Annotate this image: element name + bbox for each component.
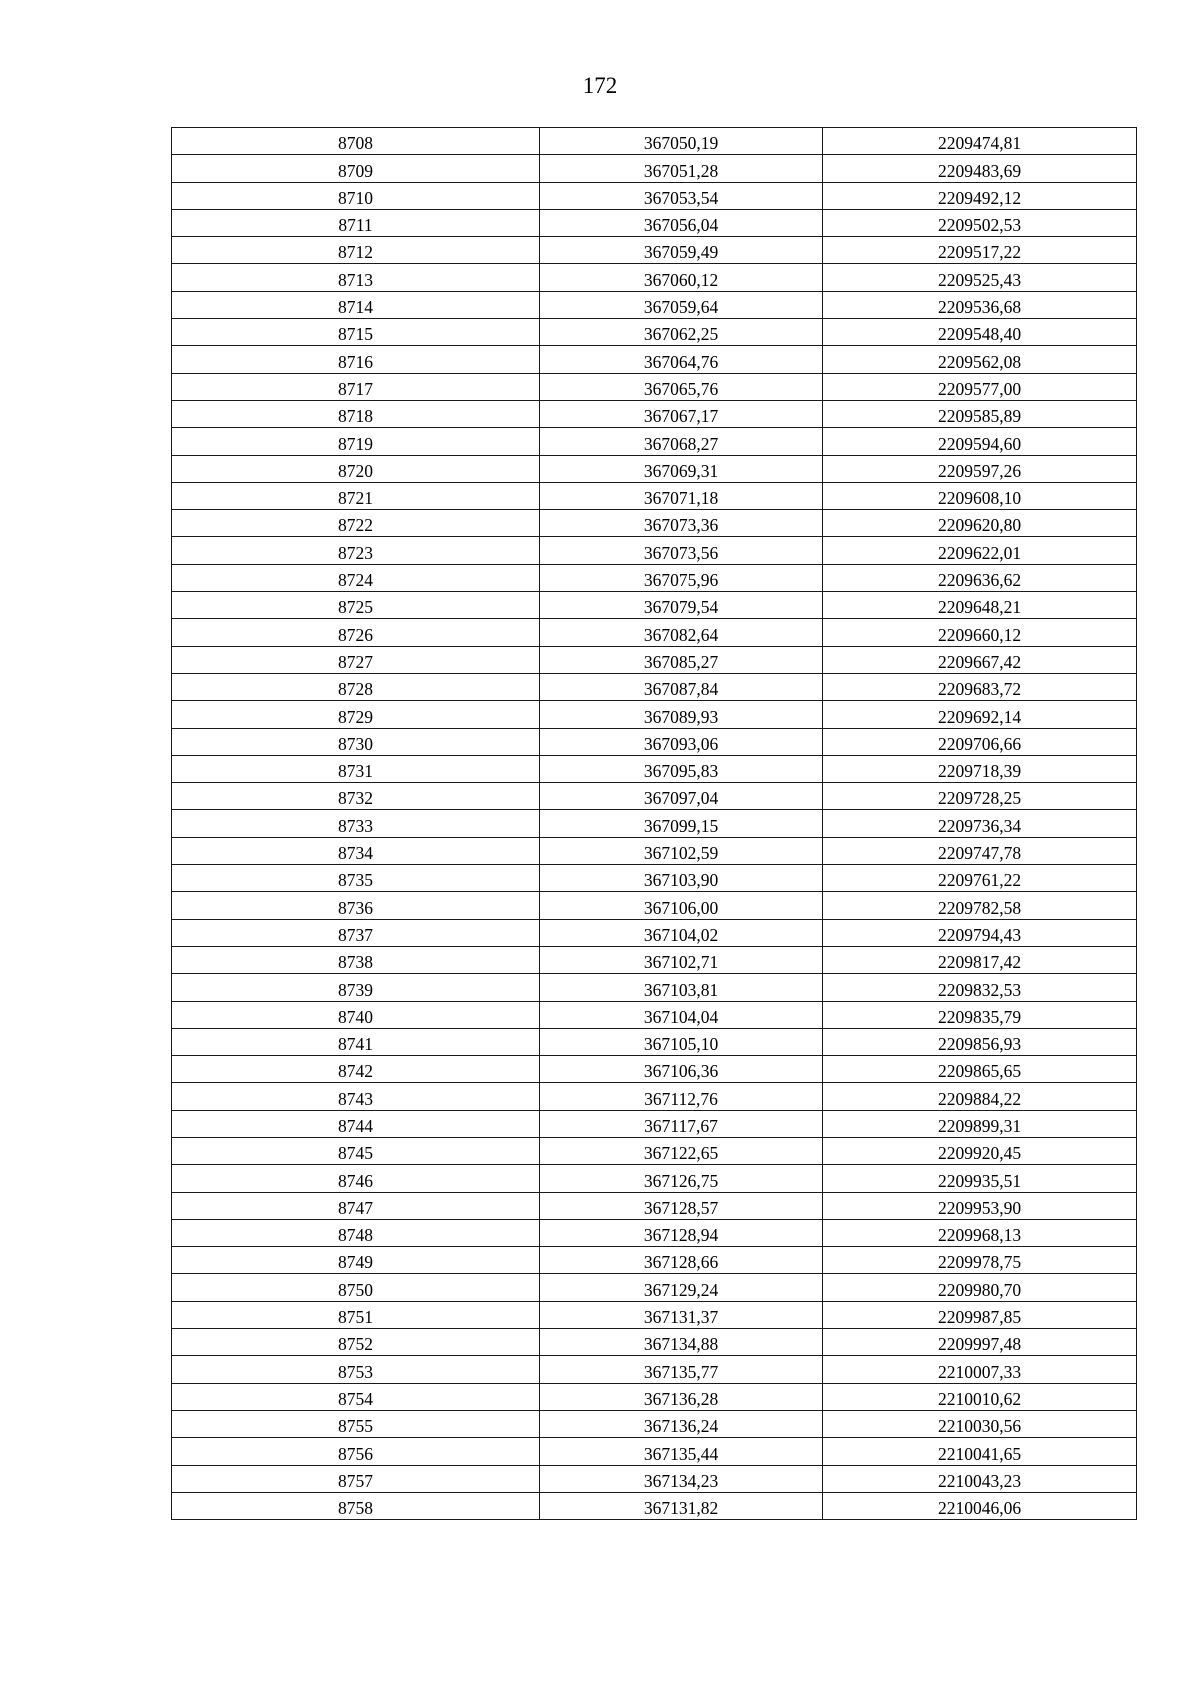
point-number-cell: 8736	[172, 892, 540, 919]
y-coordinate-cell: 2209622,01	[823, 537, 1137, 564]
x-coordinate-cell: 367126,75	[540, 1165, 823, 1192]
table-row	[172, 1083, 1137, 1110]
x-coordinate-cell: 367099,15	[540, 810, 823, 837]
y-coordinate-cell: 2210007,33	[823, 1356, 1137, 1383]
point-number-cell: 8738	[172, 946, 540, 973]
x-coordinate-cell: 367122,65	[540, 1137, 823, 1164]
y-coordinate-cell: 2209660,12	[823, 619, 1137, 646]
point-number-cell: 8741	[172, 1028, 540, 1055]
table-row	[172, 1465, 1137, 1492]
table-row	[172, 428, 1137, 455]
x-coordinate-cell: 367105,10	[540, 1028, 823, 1055]
y-coordinate-cell: 2209577,00	[823, 373, 1137, 400]
table-row	[172, 1165, 1137, 1192]
x-coordinate-cell: 367106,00	[540, 892, 823, 919]
x-coordinate-cell: 367103,81	[540, 974, 823, 1001]
point-number-cell: 8724	[172, 564, 540, 591]
point-number-cell: 8751	[172, 1301, 540, 1328]
table-row	[172, 1356, 1137, 1383]
x-coordinate-cell: 367069,31	[540, 455, 823, 482]
table-row	[172, 755, 1137, 782]
point-number-cell: 8735	[172, 865, 540, 892]
y-coordinate-cell: 2210043,23	[823, 1465, 1137, 1492]
x-coordinate-cell: 367134,88	[540, 1329, 823, 1356]
table-row	[172, 892, 1137, 919]
x-coordinate-cell: 367089,93	[540, 701, 823, 728]
table-row	[172, 182, 1137, 209]
table-row	[172, 373, 1137, 400]
x-coordinate-cell: 367060,12	[540, 264, 823, 291]
x-coordinate-cell: 367085,27	[540, 646, 823, 673]
x-coordinate-cell: 367062,25	[540, 319, 823, 346]
page-number: 172	[582, 73, 618, 98]
point-number-cell: 8730	[172, 728, 540, 755]
point-number-cell: 8753	[172, 1356, 540, 1383]
point-number-cell: 8734	[172, 837, 540, 864]
y-coordinate-cell: 2209706,66	[823, 728, 1137, 755]
y-coordinate-cell: 2209502,53	[823, 209, 1137, 236]
table-row	[172, 619, 1137, 646]
x-coordinate-cell: 367102,71	[540, 946, 823, 973]
y-coordinate-cell: 2209782,58	[823, 892, 1137, 919]
table-row	[172, 1383, 1137, 1410]
point-number-cell: 8714	[172, 291, 540, 318]
point-number-cell: 8749	[172, 1247, 540, 1274]
y-coordinate-cell: 2209817,42	[823, 946, 1137, 973]
x-coordinate-cell: 367093,06	[540, 728, 823, 755]
y-coordinate-cell: 2209728,25	[823, 783, 1137, 810]
y-coordinate-cell: 2209620,80	[823, 510, 1137, 537]
x-coordinate-cell: 367095,83	[540, 755, 823, 782]
y-coordinate-cell: 2209761,22	[823, 865, 1137, 892]
point-number-cell: 8726	[172, 619, 540, 646]
point-number-cell: 8721	[172, 482, 540, 509]
coordinates-table-body	[172, 128, 1137, 1520]
table-row	[172, 237, 1137, 264]
x-coordinate-cell: 367059,64	[540, 291, 823, 318]
table-row	[172, 673, 1137, 700]
y-coordinate-cell: 2209474,81	[823, 128, 1137, 155]
x-coordinate-cell: 367104,02	[540, 919, 823, 946]
x-coordinate-cell: 367136,24	[540, 1410, 823, 1437]
y-coordinate-cell: 2209835,79	[823, 1001, 1137, 1028]
y-coordinate-cell: 2209978,75	[823, 1247, 1137, 1274]
point-number-cell: 8713	[172, 264, 540, 291]
table-row	[172, 1001, 1137, 1028]
y-coordinate-cell: 2209832,53	[823, 974, 1137, 1001]
y-coordinate-cell: 2209517,22	[823, 237, 1137, 264]
table-row	[172, 701, 1137, 728]
point-number-cell: 8728	[172, 673, 540, 700]
table-row	[172, 455, 1137, 482]
y-coordinate-cell: 2209636,62	[823, 564, 1137, 591]
y-coordinate-cell: 2209525,43	[823, 264, 1137, 291]
x-coordinate-cell: 367051,28	[540, 155, 823, 182]
y-coordinate-cell: 2209648,21	[823, 592, 1137, 619]
x-coordinate-cell: 367117,67	[540, 1110, 823, 1137]
x-coordinate-cell: 367131,37	[540, 1301, 823, 1328]
y-coordinate-cell: 2209585,89	[823, 400, 1137, 427]
point-number-cell: 8757	[172, 1465, 540, 1492]
point-number-cell: 8752	[172, 1329, 540, 1356]
table-row	[172, 1329, 1137, 1356]
y-coordinate-cell: 2209997,48	[823, 1329, 1137, 1356]
table-row	[172, 1492, 1137, 1519]
y-coordinate-cell: 2209692,14	[823, 701, 1137, 728]
x-coordinate-cell: 367128,66	[540, 1247, 823, 1274]
table-row	[172, 646, 1137, 673]
point-number-cell: 8732	[172, 783, 540, 810]
point-number-cell: 8718	[172, 400, 540, 427]
point-number-cell: 8754	[172, 1383, 540, 1410]
x-coordinate-cell: 367067,17	[540, 400, 823, 427]
table-row	[172, 128, 1137, 155]
y-coordinate-cell: 2209856,93	[823, 1028, 1137, 1055]
y-coordinate-cell: 2209884,22	[823, 1083, 1137, 1110]
x-coordinate-cell: 367131,82	[540, 1492, 823, 1519]
point-number-cell: 8717	[172, 373, 540, 400]
x-coordinate-cell: 367102,59	[540, 837, 823, 864]
point-number-cell: 8723	[172, 537, 540, 564]
table-row	[172, 974, 1137, 1001]
table-row	[172, 482, 1137, 509]
x-coordinate-cell: 367065,76	[540, 373, 823, 400]
y-coordinate-cell: 2210010,62	[823, 1383, 1137, 1410]
y-coordinate-cell: 2210030,56	[823, 1410, 1137, 1437]
coordinates-table	[171, 127, 1137, 1520]
point-number-cell: 8710	[172, 182, 540, 209]
x-coordinate-cell: 367097,04	[540, 783, 823, 810]
point-number-cell: 8744	[172, 1110, 540, 1137]
table-row	[172, 319, 1137, 346]
table-row	[172, 400, 1137, 427]
table-row	[172, 1247, 1137, 1274]
y-coordinate-cell: 2209492,12	[823, 182, 1137, 209]
x-coordinate-cell: 367087,84	[540, 673, 823, 700]
table-row	[172, 1438, 1137, 1465]
y-coordinate-cell: 2209747,78	[823, 837, 1137, 864]
x-coordinate-cell: 367073,56	[540, 537, 823, 564]
y-coordinate-cell: 2209667,42	[823, 646, 1137, 673]
table-row	[172, 1028, 1137, 1055]
table-row	[172, 537, 1137, 564]
y-coordinate-cell: 2209920,45	[823, 1137, 1137, 1164]
y-coordinate-cell: 2209483,69	[823, 155, 1137, 182]
table-row	[172, 291, 1137, 318]
point-number-cell: 8731	[172, 755, 540, 782]
x-coordinate-cell: 367071,18	[540, 482, 823, 509]
table-row	[172, 209, 1137, 236]
point-number-cell: 8739	[172, 974, 540, 1001]
point-number-cell: 8720	[172, 455, 540, 482]
y-coordinate-cell: 2209683,72	[823, 673, 1137, 700]
point-number-cell: 8756	[172, 1438, 540, 1465]
table-row	[172, 1137, 1137, 1164]
y-coordinate-cell: 2209736,34	[823, 810, 1137, 837]
x-coordinate-cell: 367068,27	[540, 428, 823, 455]
point-number-cell: 8727	[172, 646, 540, 673]
x-coordinate-cell: 367106,36	[540, 1056, 823, 1083]
x-coordinate-cell: 367128,94	[540, 1219, 823, 1246]
x-coordinate-cell: 367073,36	[540, 510, 823, 537]
table-row	[172, 264, 1137, 291]
y-coordinate-cell: 2209980,70	[823, 1274, 1137, 1301]
point-number-cell: 8745	[172, 1137, 540, 1164]
x-coordinate-cell: 367103,90	[540, 865, 823, 892]
x-coordinate-cell: 367104,04	[540, 1001, 823, 1028]
x-coordinate-cell: 367079,54	[540, 592, 823, 619]
table-row	[172, 1110, 1137, 1137]
table-row	[172, 1219, 1137, 1246]
table-row	[172, 837, 1137, 864]
x-coordinate-cell: 367135,77	[540, 1356, 823, 1383]
point-number-cell: 8755	[172, 1410, 540, 1437]
point-number-cell: 8708	[172, 128, 540, 155]
table-row	[172, 1301, 1137, 1328]
table-row	[172, 919, 1137, 946]
point-number-cell: 8729	[172, 701, 540, 728]
point-number-cell: 8737	[172, 919, 540, 946]
x-coordinate-cell: 367128,57	[540, 1192, 823, 1219]
point-number-cell: 8725	[172, 592, 540, 619]
x-coordinate-cell: 367050,19	[540, 128, 823, 155]
x-coordinate-cell: 367134,23	[540, 1465, 823, 1492]
x-coordinate-cell: 367082,64	[540, 619, 823, 646]
point-number-cell: 8711	[172, 209, 540, 236]
table-row	[172, 1410, 1137, 1437]
y-coordinate-cell: 2209718,39	[823, 755, 1137, 782]
y-coordinate-cell: 2209968,13	[823, 1219, 1137, 1246]
x-coordinate-cell: 367053,54	[540, 182, 823, 209]
x-coordinate-cell: 367136,28	[540, 1383, 823, 1410]
y-coordinate-cell: 2209597,26	[823, 455, 1137, 482]
point-number-cell: 8747	[172, 1192, 540, 1219]
point-number-cell: 8758	[172, 1492, 540, 1519]
table-row	[172, 728, 1137, 755]
point-number-cell: 8719	[172, 428, 540, 455]
y-coordinate-cell: 2209562,08	[823, 346, 1137, 373]
y-coordinate-cell: 2209899,31	[823, 1110, 1137, 1137]
x-coordinate-cell: 367056,04	[540, 209, 823, 236]
point-number-cell: 8750	[172, 1274, 540, 1301]
y-coordinate-cell: 2209794,43	[823, 919, 1137, 946]
y-coordinate-cell: 2209536,68	[823, 291, 1137, 318]
point-number-cell: 8740	[172, 1001, 540, 1028]
x-coordinate-cell: 367129,24	[540, 1274, 823, 1301]
point-number-cell: 8743	[172, 1083, 540, 1110]
y-coordinate-cell: 2209608,10	[823, 482, 1137, 509]
table-row	[172, 155, 1137, 182]
table-row	[172, 1192, 1137, 1219]
y-coordinate-cell: 2209987,85	[823, 1301, 1137, 1328]
point-number-cell: 8712	[172, 237, 540, 264]
table-row	[172, 1056, 1137, 1083]
table-row	[172, 865, 1137, 892]
x-coordinate-cell: 367112,76	[540, 1083, 823, 1110]
table-row	[172, 1274, 1137, 1301]
y-coordinate-cell: 2209935,51	[823, 1165, 1137, 1192]
y-coordinate-cell: 2209953,90	[823, 1192, 1137, 1219]
y-coordinate-cell: 2210046,06	[823, 1492, 1137, 1519]
point-number-cell: 8733	[172, 810, 540, 837]
x-coordinate-cell: 367059,49	[540, 237, 823, 264]
x-coordinate-cell: 367135,44	[540, 1438, 823, 1465]
table-row	[172, 510, 1137, 537]
y-coordinate-cell: 2209865,65	[823, 1056, 1137, 1083]
y-coordinate-cell: 2210041,65	[823, 1438, 1137, 1465]
point-number-cell: 8709	[172, 155, 540, 182]
table-row	[172, 592, 1137, 619]
table-row	[172, 946, 1137, 973]
table-row	[172, 810, 1137, 837]
point-number-cell: 8715	[172, 319, 540, 346]
y-coordinate-cell: 2209548,40	[823, 319, 1137, 346]
point-number-cell: 8746	[172, 1165, 540, 1192]
x-coordinate-cell: 367064,76	[540, 346, 823, 373]
table-row	[172, 346, 1137, 373]
point-number-cell: 8716	[172, 346, 540, 373]
table-row	[172, 564, 1137, 591]
point-number-cell: 8748	[172, 1219, 540, 1246]
x-coordinate-cell: 367075,96	[540, 564, 823, 591]
y-coordinate-cell: 2209594,60	[823, 428, 1137, 455]
table-row	[172, 783, 1137, 810]
point-number-cell: 8722	[172, 510, 540, 537]
point-number-cell: 8742	[172, 1056, 540, 1083]
